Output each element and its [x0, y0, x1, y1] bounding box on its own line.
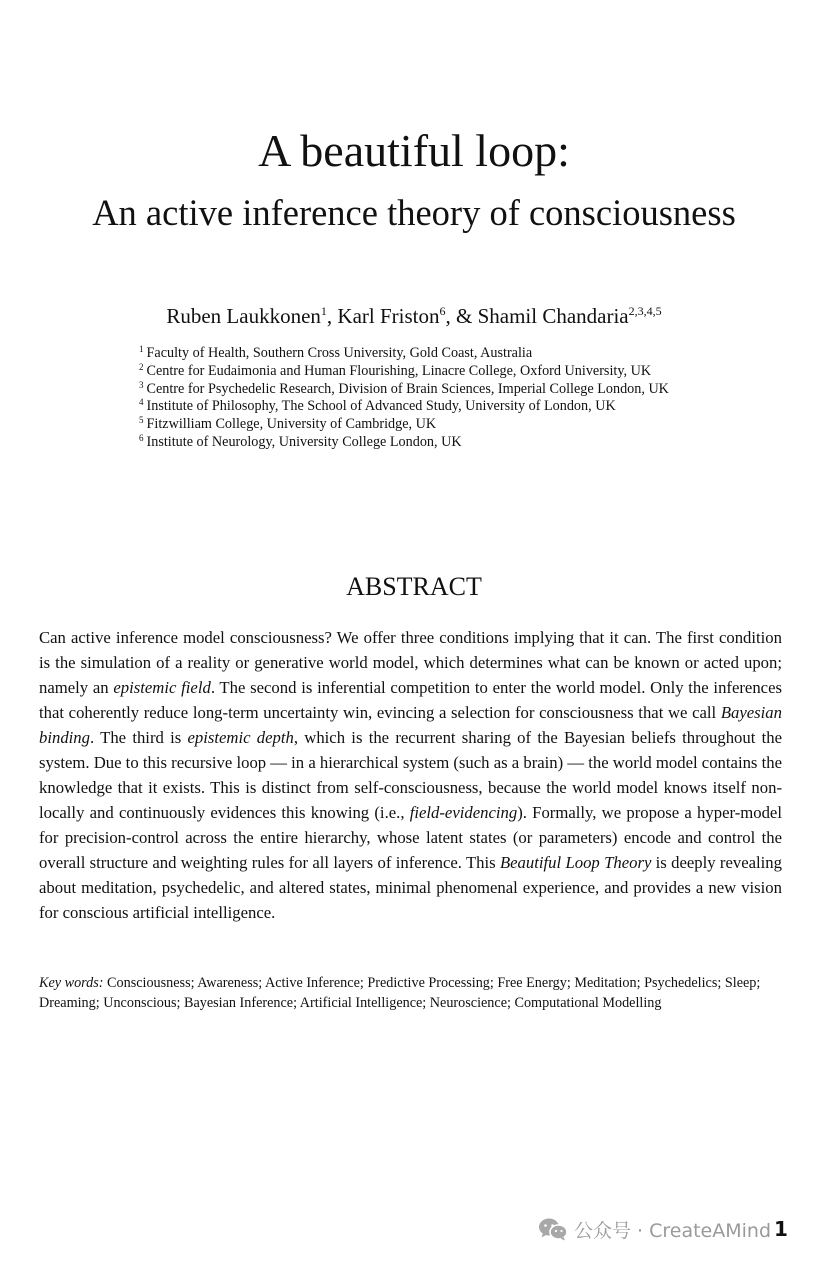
abstract-segment: ). Formally, we propose a hyper-model for precision-control across the entire hierarchy, whose latent states (or parameters) encode and control the overall structure and weighting rules for all layers of inference. This — [39, 803, 782, 872]
affiliation-text: Institute of Philosophy, The School of Advanced Study, University of London, UK — [146, 398, 616, 415]
affiliation-text: Fitzwilliam College, University of Cambridge, UK — [146, 416, 437, 433]
abstract-segment: Can active inference model consciousness? We offer three conditions implying that it can. The first condition is the simulation of a reality or generative world model, which determines what can be known or acted upon; namely an — [39, 628, 782, 697]
page-number: 1 — [774, 1217, 788, 1241]
affiliation-number: 2 — [139, 361, 144, 372]
abstract-segment: . The second is inferential competition to enter the world model. Only the inferences that coherently reduce long-term uncertainty win, evincing a selection for consciousness that we call — [39, 678, 782, 722]
abstract-term: epistemic depth — [187, 728, 294, 747]
abstract-segment: , which is the recurrent sharing of the Bayesian beliefs throughout the system. Due to this recursive loop — in a hierarchical system (such as a brain) — the world model contains the knowledge that it exists. This is distinct from self-consciousness, because the world model knows itself non-locally and continuously evidences this knowing (i.e., — [39, 728, 783, 822]
author-list — [0, 301, 828, 331]
keywords-label: Key words: — [39, 975, 104, 991]
affiliation-text: Centre for Psychedelic Research, Division of Brain Sciences, Imperial College London, UK — [146, 380, 669, 397]
affiliation-text: Centre for Eudaimonia and Human Flourishing, Linacre College, Oxford University, UK — [146, 362, 652, 379]
abstract-term: Beautiful Loop Theory — [499, 853, 652, 872]
abstract-heading: ABSTRACT — [346, 572, 482, 601]
affiliation-number: 4 — [139, 397, 144, 408]
paper-title: A beautiful loop: — [258, 125, 570, 176]
author-name: Ruben Laukkonen — [166, 304, 321, 328]
author-affiliation-marker: 2,3,4,5 — [628, 304, 662, 318]
author-separator: , & — [445, 304, 478, 328]
abstract-text — [39, 625, 782, 925]
affiliation-line — [139, 434, 779, 452]
affiliation-number: 6 — [139, 432, 144, 443]
author-affiliation-marker: 1 — [320, 304, 327, 318]
affiliation-line — [139, 345, 779, 363]
abstract-segment: is deeply revealing about meditation, psychedelic, and altered states, minimal phenomenal experience, and provides a new vision for conscious artificial intelligence. — [39, 853, 782, 922]
author-separator: , — [326, 304, 338, 328]
affiliation-list — [139, 345, 779, 452]
affiliation-line — [139, 363, 779, 381]
watermark — [538, 1214, 828, 1244]
author-name: Karl Friston — [337, 304, 440, 328]
affiliation-number: 3 — [139, 379, 144, 390]
affiliation-text: Faculty of Health, Southern Cross University, Gold Coast, Australia — [146, 345, 533, 361]
affiliation-number: 5 — [139, 415, 144, 426]
affiliation-line — [139, 381, 779, 399]
watermark-text: 公众号 · CreateAMind — [574, 1219, 772, 1242]
author-affiliation-marker: 6 — [439, 304, 446, 318]
affiliation-number: 1 — [139, 344, 144, 354]
keywords — [39, 973, 782, 1013]
wechat-icon — [538, 1217, 568, 1241]
keywords-text: Consciousness; Awareness; Active Inference; Predictive Processing; Free Energy; Meditation; Psychedelics; Sleep; Dreaming; Unconscious; Bayesian Inference; Artificial Intelligence; Neuroscience; Computational Modelling — [39, 975, 761, 1011]
abstract-term: epistemic field — [113, 678, 211, 697]
affiliation-line — [139, 398, 779, 416]
abstract-term: field-evidencing — [409, 803, 518, 822]
author-name: Shamil Chandaria — [477, 304, 629, 328]
affiliation-line — [139, 416, 779, 434]
abstract-term: Bayesian binding — [39, 703, 782, 747]
paper-subtitle: An active inference theory of consciousness — [92, 192, 736, 233]
abstract-segment: . The third is — [90, 728, 188, 747]
affiliation-text: Institute of Neurology, University College London, UK — [146, 433, 462, 450]
